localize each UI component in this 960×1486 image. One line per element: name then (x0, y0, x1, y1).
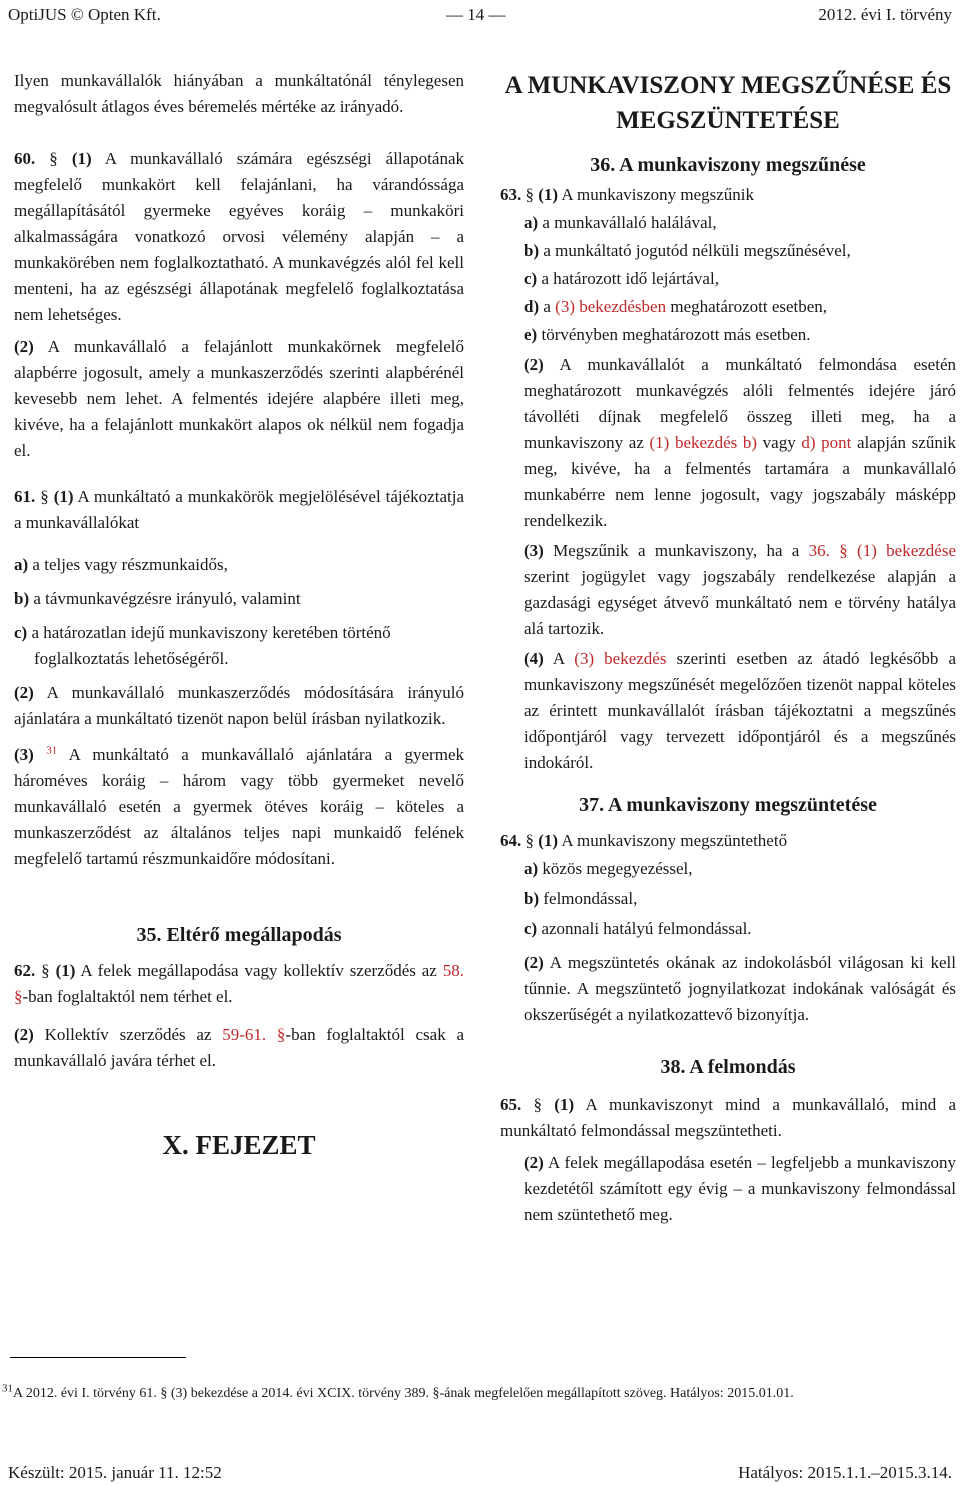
list-item (524, 294, 956, 320)
part-title: A MUNKAVISZONY MEGSZŰNÉSE ÉS MEGSZÜNTETÉSE (504, 72, 952, 134)
item-label: b) (524, 241, 540, 260)
heading-36: 36. A munkaviszony megszűnése (590, 154, 866, 176)
item-label: e) (524, 325, 538, 344)
left-column (14, 68, 464, 1158)
paragraph-text: A (552, 649, 565, 668)
paragraph-number: (1) (55, 961, 76, 980)
section-61-list-tail: foglalkoztatás lehetőségéről. (34, 649, 229, 668)
paragraph-number: (1) (538, 831, 559, 850)
cross-reference-link[interactable]: (3) bekezdésben (555, 297, 667, 316)
list-item (524, 238, 956, 264)
heading-35: 35. Eltérő megállapodás (136, 924, 342, 946)
item-text: azonnali hatályú felmondással. (541, 919, 752, 938)
cross-reference-link[interactable]: 58. § (14, 961, 465, 1006)
section-sign: § (40, 487, 49, 506)
section-65-paragraph-2 (500, 1150, 956, 1228)
heading-38: 38. A felmondás (660, 1056, 796, 1078)
paragraph-text: A munkaviszonyt mind a munkavállaló, mind a munkáltató felmondással megszüntetheti. (500, 1095, 956, 1140)
section-65-number: 65. (500, 1095, 522, 1114)
paragraph-text: A felek megállapodása esetén – legfeljebb a munkaviszony kezdetétől számított egy évig – a munkaviszony felmondással nem szüntethető meg. (524, 1153, 957, 1224)
paragraph-text: A munkáltató a munkavállaló ajánlatára a gyermek hároméves koráig – három vagy több gyermeket nevelő munkavállaló esetén a gyermek ötéves koráig – köteles a munkaszerződést az általános teljes napi munkaidő felének megfelelő tartamú részmunkaidőre módosítani. (14, 745, 464, 868)
paragraph-text: Megszűnik a munkaviszony, ha a (553, 541, 800, 560)
paragraph-number: (4) (524, 649, 544, 668)
list-item (524, 322, 956, 348)
item-label: a) (14, 555, 29, 574)
paragraph-number: (1) (538, 185, 559, 204)
item-text: a határozott idő lejártával, (541, 269, 719, 288)
section-64-paragraph-2 (500, 950, 956, 1028)
section-62-paragraph-2 (14, 1022, 464, 1074)
list-item (524, 886, 956, 912)
paragraph-number: (3) (14, 745, 34, 764)
item-label: a) (524, 213, 539, 232)
intro-paragraph: Ilyen munkavállalók hiányában a munkáltatónál ténylegesen megvalósult átlagos éves béremelés mértéke az irányadó. (14, 71, 464, 116)
section-64-number: 64. (500, 831, 522, 850)
item-text: felmondással, (543, 889, 638, 908)
paragraph-text: A munkáltató a munkakörök megjelölésével tájékoztatja a munkavállalókat (14, 487, 464, 532)
paragraph-text: A munkavállaló munkaszerződés módosítására irányuló ajánlatára a munkáltató tizenöt napon belül írásban nyilatkozik. (14, 683, 465, 728)
footnote (2, 1382, 954, 1406)
item-label: c) (524, 919, 538, 938)
section-63-list (500, 210, 956, 348)
item-label: b) (14, 589, 30, 608)
section-60-number: 60. (14, 149, 36, 168)
footnote-divider (10, 1357, 186, 1358)
section-sign: § (525, 831, 534, 850)
paragraph-number: (1) (554, 1095, 575, 1114)
section-61-paragraph-3 (14, 742, 464, 872)
paragraph-text: A munkaviszony megszüntethető (561, 831, 788, 850)
heading-37: 37. A munkaviszony megszüntetése (579, 794, 877, 816)
chapter-title: X. FEJEZET (162, 1130, 316, 1160)
cross-reference-link[interactable]: 36. § (1) bekezdése (808, 541, 957, 560)
cross-reference-link[interactable]: 59-61. § (222, 1025, 286, 1044)
section-62-paragraph-1 (14, 958, 464, 1010)
paragraph-text: -ban foglaltaktól nem térhet el. (22, 987, 233, 1006)
section-60-paragraph-1 (14, 146, 464, 328)
paragraph-number: (2) (524, 1153, 544, 1172)
section-sign: § (49, 149, 58, 168)
cross-reference-link[interactable]: (1) bekezdés b) (649, 433, 758, 452)
paragraph-text: szerint jogügylet vagy jogszabály rendelkezése alapján a gazdasági egységet átvevő munkáltató nem e törvény hatálya alá tartozik. (524, 567, 956, 638)
section-63-number: 63. (500, 185, 522, 204)
item-text: a (543, 297, 551, 316)
paragraph-number: (2) (14, 683, 34, 702)
paragraph-number: (1) (53, 487, 74, 506)
section-61-paragraph-1 (14, 484, 464, 536)
section-63-paragraph-4 (500, 646, 956, 776)
section-sign: § (41, 961, 50, 980)
footer-effective: Hatályos: 2015.1.1.–2015.3.14. (738, 1463, 952, 1482)
section-63-paragraph-1 (500, 182, 956, 208)
item-text: a határozatlan idejű munkaviszony keretében történő (31, 623, 391, 642)
section-63-paragraph-3 (500, 538, 956, 642)
page-footer (8, 1460, 952, 1484)
paragraph-text: szerinti esetben az átadó legkésőbb a munkaviszony megszűnését megelőzően tizenöt nappal köteles az érintett munkavállalót írásban tájékoztatni a megszűnés időpontjáról vagy tervezett időpontjáról és a megszűnés indokáról. (524, 649, 957, 772)
paragraph-text: alapján szűnik meg, kivéve, ha a felmentés tartamára a munkavállaló munkabérre nem lenne jogosult, vagy jogszabály másképp rendelkezik. (524, 433, 957, 530)
item-label: c) (14, 623, 28, 642)
paragraph-text: -ban foglaltaktól csak a munkavállaló javára térhet el. (14, 1025, 465, 1070)
section-61-list (14, 552, 464, 646)
list-item (524, 210, 956, 236)
list-item (14, 586, 464, 612)
item-label: c) (524, 269, 538, 288)
footnote-number: 31 (2, 1382, 13, 1395)
paragraph-text: A munkavállaló a felajánlott munkakörnek megfelelő alapbérre jogosult, amely a munkaszerződés szerinti alapbérénél kevesebb nem lehet. A felmentés idejére alapbére illeti meg, kivéve, ha a felajánlott munkakört alapos ok nélkül nem fogadja el. (14, 337, 464, 460)
paragraph-number: (2) (14, 1025, 34, 1044)
footnote-reference[interactable]: 31 (46, 744, 58, 757)
list-item (14, 552, 464, 578)
list-item (524, 266, 956, 292)
section-65-paragraph-1 (500, 1092, 956, 1144)
section-sign: § (525, 185, 534, 204)
paragraph-text: A munkaviszony megszűnik (561, 185, 755, 204)
cross-reference-link[interactable]: (3) bekezdés (574, 649, 667, 668)
header-page-number: — 14 — (446, 5, 506, 24)
section-62-number: 62. (14, 961, 36, 980)
item-label: d) (524, 297, 540, 316)
cross-reference-link[interactable]: d) pont (801, 433, 852, 452)
paragraph-text: vagy (762, 433, 796, 452)
paragraph-text: Kollektív szerződés az (44, 1025, 212, 1044)
list-item (14, 620, 464, 646)
paragraph-number: (3) (524, 541, 544, 560)
section-61-paragraph-2 (14, 680, 464, 732)
paragraph-text: A munkavállaló számára egészségi állapotának megfelelő munkakört kell felajánlani, ha várandóssága megállapításától gyermeke egyéves koráig – munkaköri alkalmasságára vonatkozó orvosi vélemény alapján – a munkakörében nem foglalkoztatható. A munkavégzés alól fel kell menteni, ha az egészségi állapotának megfelelő foglalkoztatása nem lehetséges. (14, 149, 464, 324)
item-text: a munkavállaló halálával, (542, 213, 717, 232)
page-header (8, 2, 952, 28)
item-text: törvényben meghatározott más esetben. (541, 325, 811, 344)
header-law-title: 2012. évi I. törvény (818, 5, 952, 24)
footnote-text: A 2012. évi I. törvény 61. § (3) bekezdése a 2014. évi XCIX. törvény 389. §-ának megfelelően megállapított szöveg. Hatályos: 2015.01.01. (13, 1386, 794, 1401)
item-text: meghatározott esetben, (670, 297, 828, 316)
paragraph-number: (1) (71, 149, 92, 168)
paragraph-number: (2) (524, 355, 544, 374)
list-item (524, 856, 956, 882)
section-64-list (500, 856, 956, 942)
section-63-paragraph-2 (500, 352, 956, 534)
item-text: a munkáltató jogutód nélküli megszűnésével, (543, 241, 851, 260)
section-61-number: 61. (14, 487, 36, 506)
paragraph-number: (2) (14, 337, 34, 356)
paragraph-text: A megszüntetés okának az indokolásból világosan ki kell tűnnie. A megszüntető jognyilatkozat indokának valóságát és okszerűségét a nyilatkozattevő bizonyítja. (524, 953, 956, 1024)
section-60-paragraph-2 (14, 334, 464, 464)
item-text: a távmunkavégzésre irányuló, valamint (33, 589, 301, 608)
item-text: közös megegyezéssel, (542, 859, 693, 878)
item-label: a) (524, 859, 539, 878)
header-publisher: OptiJUS © Opten Kft. (8, 5, 161, 24)
paragraph-text: A munkavállalót a munkáltató felmondása esetén meghatározott munkavégzés alóli felmentés idejére járó távolléti díjnak megfelelő összeg illeti meg, ha a munkaviszony az (524, 355, 956, 452)
list-item (524, 916, 956, 942)
item-label: b) (524, 889, 540, 908)
item-text: a teljes vagy részmunkaidős, (32, 555, 228, 574)
right-column (500, 68, 956, 1228)
section-sign: § (533, 1095, 543, 1114)
paragraph-text: A felek megállapodása vagy kollektív szerződés az (80, 961, 437, 980)
paragraph-number: (2) (524, 953, 544, 972)
section-64-paragraph-1 (500, 828, 956, 854)
footer-created: Készült: 2015. január 11. 12:52 (8, 1463, 222, 1482)
